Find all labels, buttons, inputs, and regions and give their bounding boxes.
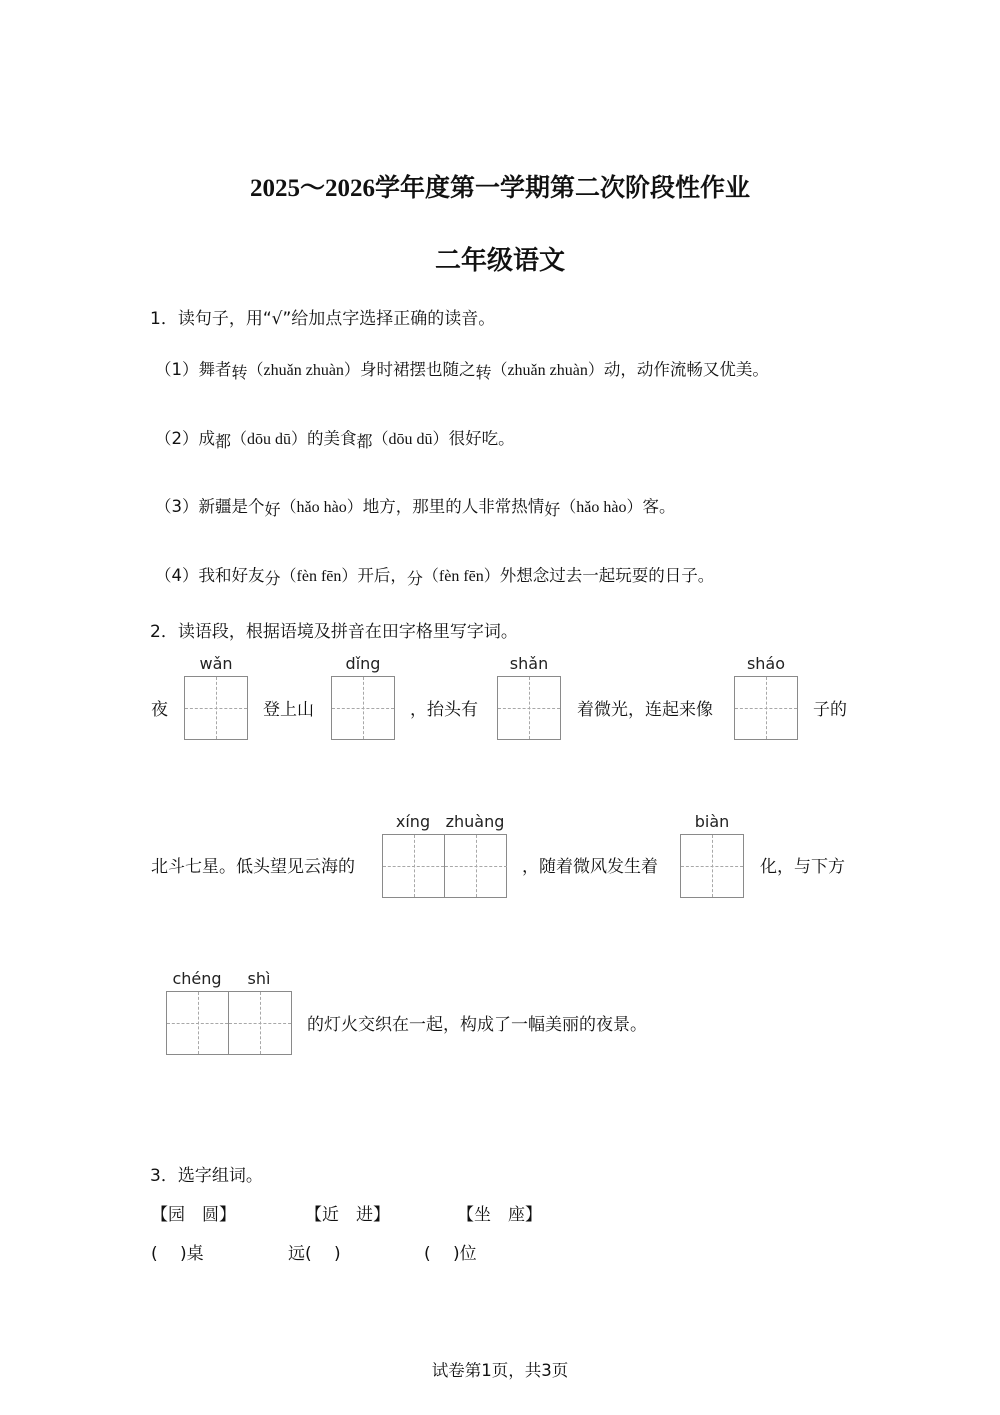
text-part: 成: [198, 429, 215, 448]
dotted-char: 都: [356, 432, 373, 451]
item-number: （4）: [155, 566, 199, 585]
question-1-heading: 1．读句子，用“√”给加点字选择正确的读音。: [150, 309, 496, 329]
passage-text: 的灯火交织在一起，构成了一幅美丽的夜景。: [307, 1015, 647, 1035]
passage-text: ，抬头有: [410, 700, 478, 720]
question-3-heading: 3．选字组词。: [150, 1166, 263, 1186]
pinyin-label: dǐng: [345, 654, 381, 673]
word-blank[interactable]: ( )位: [424, 1244, 477, 1264]
text-part: 新疆是个: [198, 497, 265, 516]
char-choice-group: 【近 进】: [305, 1205, 390, 1225]
pinyin-label: shì: [247, 969, 271, 988]
q1-item-4: [155, 562, 714, 586]
pinyin-label: zhuàng: [445, 812, 505, 831]
char-choice-group: 【园 圆】: [151, 1205, 236, 1225]
tianzige-cell[interactable]: [185, 677, 247, 739]
tianzige-box-double[interactable]: [166, 991, 292, 1055]
text-part: 动，动作流畅又优美。: [603, 360, 769, 379]
pinyin-label: wǎn: [199, 654, 233, 673]
text-part: 地方，那里的人非常热情: [362, 497, 545, 516]
text-part: 客。: [642, 497, 676, 516]
pinyin-label: shǎn: [509, 654, 549, 673]
item-number: （2）: [155, 429, 199, 448]
q1-item-2: [155, 425, 515, 449]
passage-text: 子的: [813, 700, 847, 720]
dotted-char: 好: [264, 500, 281, 519]
pinyin-options: （fèn fēn）: [280, 568, 358, 585]
tianzige-box[interactable]: [734, 676, 798, 740]
pinyin-options: （zhuǎn zhuàn）: [491, 362, 604, 379]
dotted-char: 都: [215, 432, 232, 451]
passage-text: 北斗七星。低头望见云海的: [151, 857, 355, 877]
tianzige-cell[interactable]: [229, 992, 291, 1054]
pinyin-options: （zhuǎn zhuàn）: [247, 362, 360, 379]
passage-text: 着微光，连起来像: [577, 700, 713, 720]
text-part: 我和好友: [198, 566, 265, 585]
passage-text: ，随着微风发生着: [522, 857, 658, 877]
word-blank[interactable]: ( )桌: [151, 1244, 204, 1264]
text-part: 开后，: [357, 566, 407, 585]
passage-text: 登上山: [263, 700, 314, 720]
tianzige-cell[interactable]: [681, 835, 743, 897]
text-part: 的美食: [307, 429, 357, 448]
item-number: （1）: [155, 360, 199, 379]
page-footer: 试卷第1页，共3页: [431, 1361, 569, 1380]
tianzige-cell[interactable]: [498, 677, 560, 739]
char-choice-group: 【坐 座】: [457, 1205, 542, 1225]
tianzige-cell[interactable]: [383, 835, 445, 897]
pinyin-options: （fèn fēn）: [422, 568, 500, 585]
text-part: 身时裙摆也随之: [359, 360, 476, 379]
page-title: 2025～2026学年度第一学期第二次阶段性作业: [249, 175, 750, 202]
pinyin-options: （hǎo hào）: [280, 499, 363, 516]
pinyin-options: （dōu dū）: [231, 431, 308, 448]
page-subtitle: 二年级语文: [434, 246, 565, 276]
passage-text: 化，与下方: [760, 857, 845, 877]
pinyin-label: xíng: [395, 812, 431, 831]
pinyin-label: sháo: [746, 654, 786, 673]
text-part: 很好吃。: [448, 429, 515, 448]
text-part: 舞者: [198, 360, 232, 379]
word-blank[interactable]: 远( ): [288, 1244, 341, 1264]
q1-item-3: [155, 493, 675, 517]
tianzige-cell[interactable]: [735, 677, 797, 739]
passage-text: 夜: [151, 700, 168, 720]
tianzige-box[interactable]: [331, 676, 395, 740]
pinyin-label: biàn: [694, 812, 730, 831]
dotted-char: 分: [264, 569, 281, 588]
tianzige-box[interactable]: [680, 834, 744, 898]
pinyin-options: （hǎo hào）: [560, 499, 643, 516]
tianzige-box-double[interactable]: [382, 834, 507, 898]
question-2-heading: 2．读语段，根据语境及拼音在田字格里写字词。: [150, 622, 518, 642]
pinyin-options: （dōu dū）: [372, 431, 449, 448]
tianzige-box[interactable]: [184, 676, 248, 740]
dotted-char: 转: [231, 363, 248, 382]
text-part: 外想念过去一起玩耍的日子。: [499, 566, 715, 585]
dotted-char: 好: [544, 500, 561, 519]
tianzige-box[interactable]: [497, 676, 561, 740]
dotted-char: 转: [475, 363, 492, 382]
pinyin-label: chéng: [172, 969, 222, 988]
tianzige-cell[interactable]: [167, 992, 229, 1054]
item-number: （3）: [155, 497, 199, 516]
q1-item-1: [155, 356, 769, 380]
tianzige-cell[interactable]: [332, 677, 394, 739]
tianzige-cell[interactable]: [445, 835, 507, 897]
dotted-char: 分: [406, 569, 423, 588]
